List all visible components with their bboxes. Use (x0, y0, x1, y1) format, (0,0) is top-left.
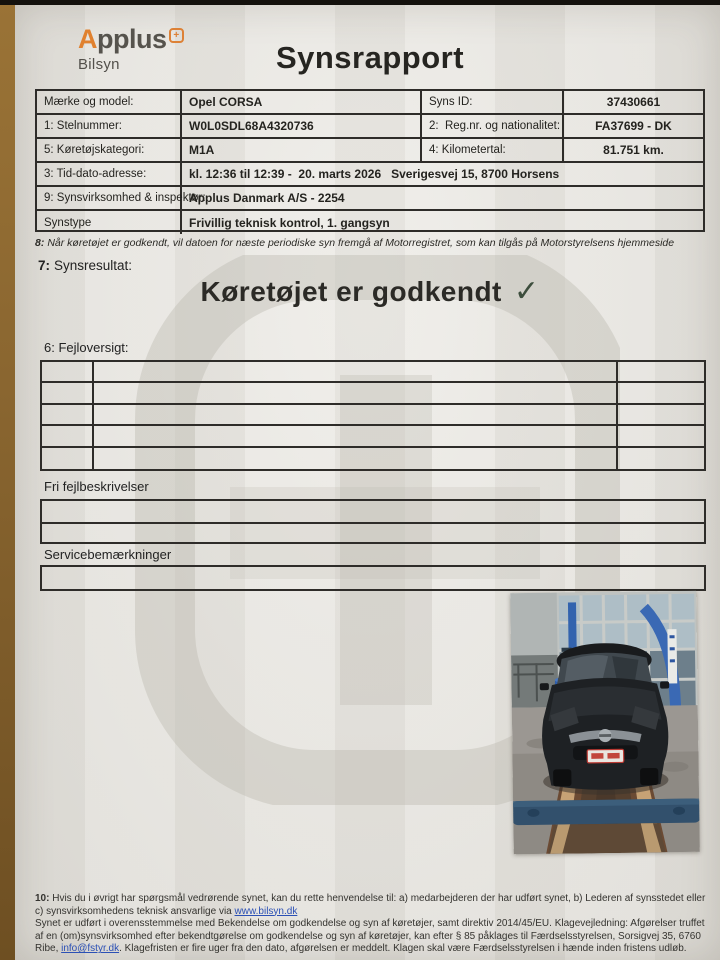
footer-10-prefix: 10: (35, 893, 50, 904)
synsresultat-prefix: 7: (38, 258, 51, 273)
fejloversigt-label: 6: Fejloversigt: (44, 340, 129, 355)
approval-text: Køretøjet er godkendt (200, 276, 502, 307)
approval-result (120, 274, 620, 309)
info-label: 5: Køretøjskategori: (37, 139, 182, 163)
note-8 (35, 237, 707, 249)
photo-background-edge (0, 0, 15, 960)
fejl-cell-grade (618, 383, 704, 402)
synsresultat-label (38, 258, 132, 273)
fejl-cell-grade (618, 426, 704, 445)
info-value: Opel CORSA (182, 91, 422, 115)
fejl-cell-desc (94, 383, 618, 402)
vehicle-photo (510, 591, 700, 855)
fejl-cell-code (42, 426, 94, 445)
service-label: Servicebemærkninger (44, 547, 172, 562)
info-value: FA37699 - DK (564, 115, 703, 139)
fri-fejl-box (40, 499, 706, 544)
service-box (40, 565, 706, 591)
logo-letter-a: A (78, 24, 97, 54)
footer-klage-text: Synet er udført i overensstemmelse med Bekendelse om godkendelse og syn af køretøjer, samt direktiv 2014/45/EU. Klagevejledning: Afgørelser truffet af en (om)synsvirksomhed efter bekendtgørelse om godkendelse og syn af køretøjer, kan efter § 85 påklages til Færdselsstyrelsen, Sorsigvej 35, 6760 Ribe, (35, 918, 705, 955)
synsresultat-text: Synsresultat: (54, 258, 133, 273)
fejl-row (42, 405, 704, 426)
note-8-prefix: 8: (35, 237, 45, 249)
fejl-row (42, 448, 704, 469)
fejl-cell-desc (94, 362, 618, 381)
info-label: Mærke og model: (37, 91, 182, 115)
info-label: 1: Stelnummer: (37, 115, 182, 139)
footer-klage-tail: . Klagefristen er fire uger fra den dato, afgørelsen er meddelt. Klagen skal være Færdselsstyrelsen i hænde inden fristens udløb. (119, 943, 687, 955)
page-title: Synsrapport (275, 40, 465, 75)
info-value: Applus Danmark A/S - 2254 (182, 187, 703, 211)
fejl-cell-code (42, 383, 94, 402)
plus-badge-icon: + (169, 28, 184, 43)
info-value: kl. 12:36 til 12:39 - 20. marts 2026 Sverigesvej 15, 8700 Horsens (182, 163, 703, 187)
fri-fejl-divider (42, 522, 704, 524)
fejl-cell-desc (94, 405, 618, 424)
info-value: W0L0SDL68A4320736 (182, 115, 422, 139)
fejl-cell-grade (618, 448, 704, 469)
fejl-row (42, 426, 704, 447)
fejl-cell-grade (618, 362, 704, 381)
info-value: 81.751 km. (564, 139, 703, 163)
fejl-cell-desc (94, 426, 618, 445)
fejl-row (42, 383, 704, 404)
fejloversigt-table (40, 360, 706, 471)
info-label: Syns ID: (422, 91, 564, 115)
footer-legal-text (35, 893, 710, 956)
logo-letters-rest: pplus (97, 24, 167, 54)
fejl-cell-grade (618, 405, 704, 424)
footer-10-text: Hvis du i øvrigt har spørgsmål vedrørende synet, kan du rette henvendelse til: a) medarbejderen der har udført synet, b) Lederen af synsstedet eller c) synsvirksomhedens teknisk ansvarlige via (35, 893, 706, 917)
fejl-row (42, 362, 704, 383)
info-label: 2: Reg.nr. og nationalitet: (422, 115, 564, 139)
checkmark-icon: ✓ (513, 275, 540, 308)
info-label: 9: Synsvirksomhed & inspektør: (37, 187, 182, 211)
info-value: M1A (182, 139, 422, 163)
footer-paragraph-klage (35, 918, 710, 956)
logo-subtitle: Bilsyn (78, 56, 120, 73)
info-value: 37430661 (564, 91, 703, 115)
fejl-cell-code (42, 448, 94, 469)
car-inspection-photo-illustration (510, 591, 700, 855)
vehicle-info-table (35, 89, 705, 232)
fri-fejl-label: Fri fejlbeskrivelser (44, 479, 149, 494)
bilsyn-link[interactable]: www.bilsyn.dk (234, 905, 298, 917)
note-8-text: Når køretøjet er godkendt, vil datoen for næste periodiske syn fremgå af Motorregistret, som kan tilgås på Motorstyrelsens hjemmeside (47, 237, 675, 249)
info-label: Synstype (37, 211, 182, 234)
info-label: 4: Kilometertal: (422, 139, 564, 163)
fejl-cell-desc (94, 448, 618, 469)
fejl-cell-code (42, 362, 94, 381)
fejl-cell-code (42, 405, 94, 424)
footer-paragraph-10 (35, 893, 710, 918)
fstyr-email-link[interactable]: info@fstyr.dk (61, 943, 120, 955)
info-value: Frivillig teknisk kontrol, 1. gangsyn (189, 215, 390, 230)
info-label: 3: Tid-dato-adresse: (37, 163, 182, 187)
